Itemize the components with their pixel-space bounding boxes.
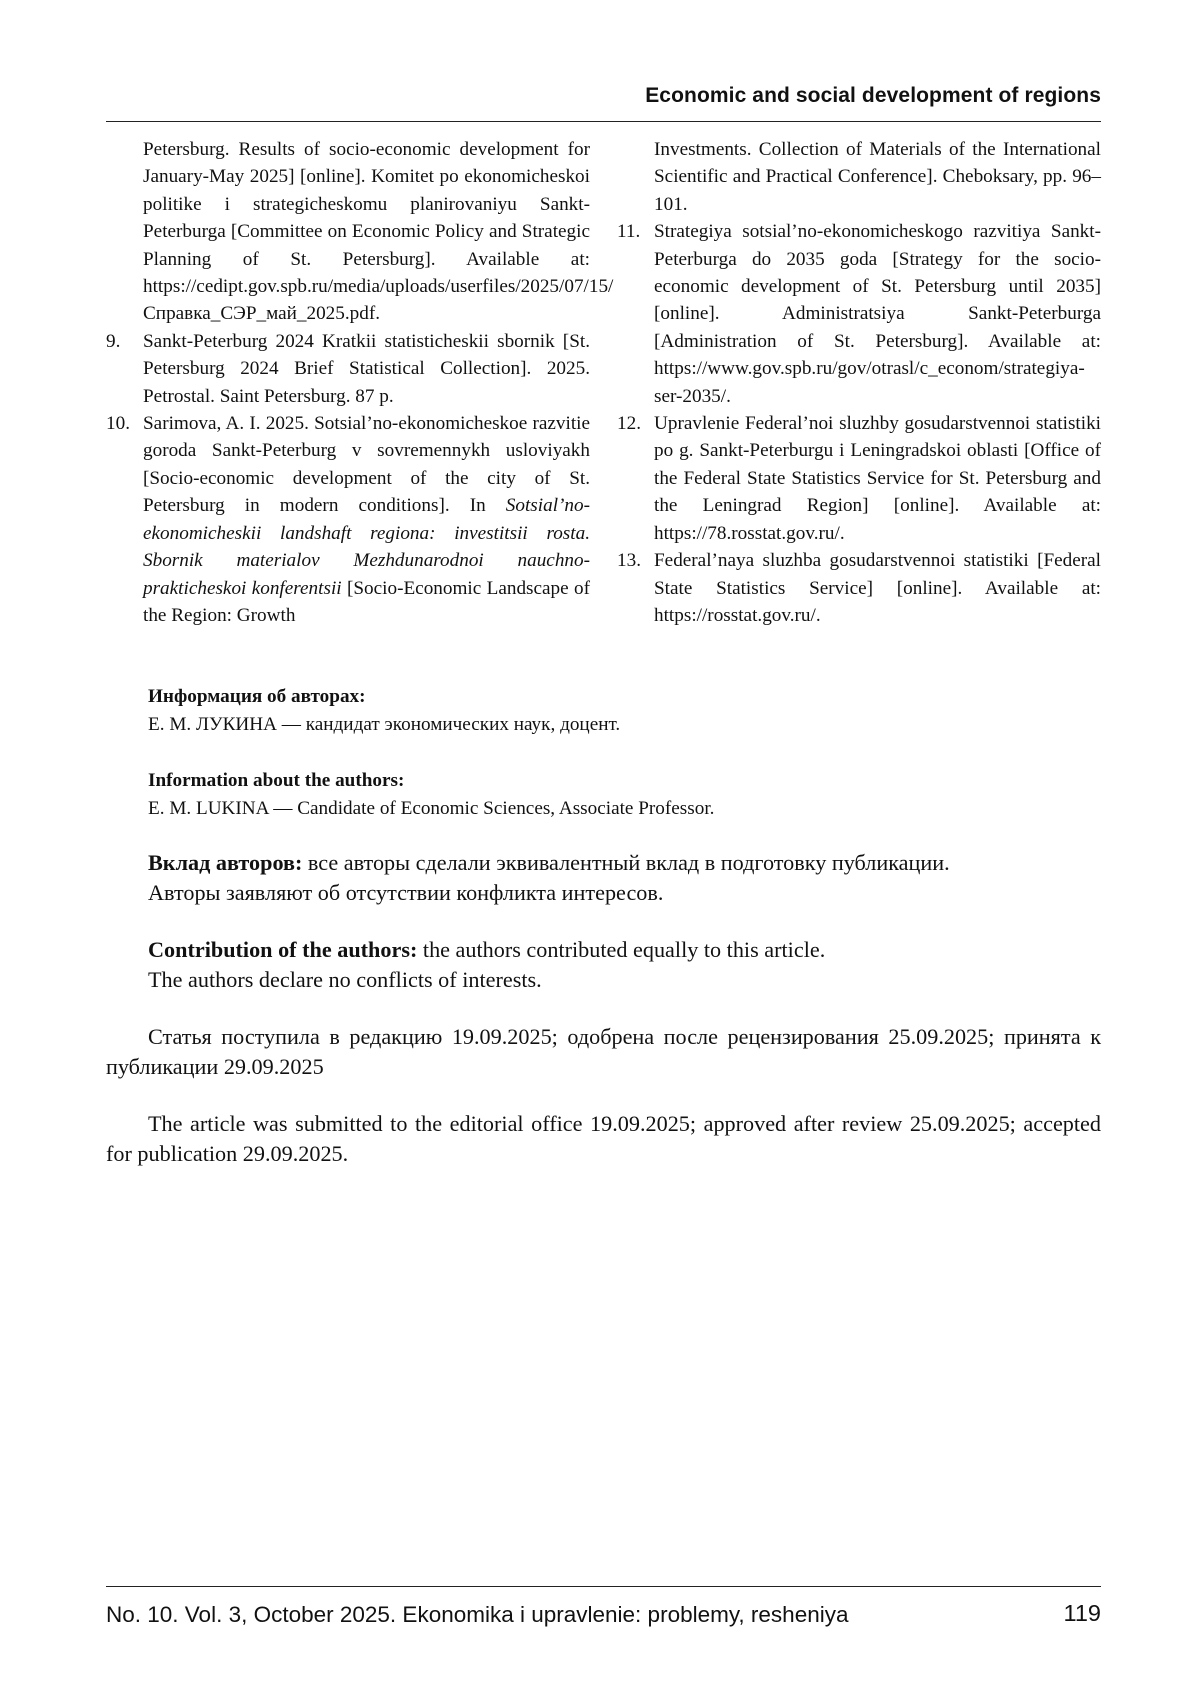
reference-italic-title: Sotsial’no-ekonomicheskii landshaft regiona: investitsii rosta. Sbornik materialov Mezhdunarodnoi nauchno-prakticheskoi konferentsii bbox=[143, 495, 590, 599]
reference-text-part: Sarimova, A. I. 2025. Sotsial’no-ekonomicheskoe razvitie goroda Sankt-Peterburg v sovremennykh usloviyakh [Socio-economic development of the city of St. Petersburg in modern conditions]. In bbox=[143, 413, 590, 517]
authors-info-ru bbox=[106, 683, 1143, 739]
reference-item bbox=[617, 218, 1101, 410]
contribution-en bbox=[106, 935, 1143, 995]
reference-continuation: Investments. Collection of Materials of the International Scientific and Practical Conference]. Cheboksary, pp. 96–101. bbox=[654, 139, 1101, 215]
authors-info-en-heading: Information about the authors: bbox=[148, 770, 405, 791]
authors-info-en-line: E. M. LUKINA — Candidate of Economic Sciences, Associate Professor. bbox=[148, 798, 715, 819]
contribution-ru-label: Вклад авторов: bbox=[148, 850, 303, 875]
footer-rule bbox=[106, 1586, 1101, 1587]
reference-number: 10. bbox=[106, 413, 130, 435]
references-right-column bbox=[617, 136, 1101, 629]
reference-item bbox=[106, 410, 590, 629]
authors-info-ru-line: Е. М. ЛУКИНА — кандидат экономических наук, доцент. bbox=[148, 714, 621, 735]
contribution-en-label: Contribution of the authors: bbox=[148, 937, 418, 962]
authors-info-en bbox=[106, 767, 1143, 823]
reference-text: Federal’naya sluzhba gosudarstvennoi statistiki [Federal State Statistics Service] [online]. Available at: https://rosstat.gov.ru/. bbox=[654, 550, 1101, 626]
footer-journal: No. 10. Vol. 3, October 2025. Ekonomika i upravlenie: problemy, resheniya bbox=[106, 1602, 849, 1627]
reference-item bbox=[617, 547, 1101, 629]
page-number: 119 bbox=[1063, 1600, 1101, 1626]
contribution-ru-text: все авторы сделали эквивалентный вклад в подготовку публикации. bbox=[302, 850, 950, 875]
header-rule bbox=[106, 121, 1101, 122]
references-left-column bbox=[106, 136, 614, 629]
contribution-ru bbox=[106, 848, 1143, 908]
submission-dates-ru: Статья поступила в редакцию 19.09.2025; одобрена после рецензирования 25.09.2025; принята к публикации 29.09.2025 bbox=[106, 1024, 1101, 1079]
reference-number: 12. bbox=[617, 413, 641, 435]
reference-number: 13. bbox=[617, 550, 641, 572]
submission-dates-en: The article was submitted to the editorial office 19.09.2025; approved after review 25.09.2025; accepted for publication 29.09.2025. bbox=[106, 1111, 1101, 1166]
reference-item bbox=[106, 328, 590, 410]
reference-number: 11. bbox=[617, 221, 641, 243]
reference-text-part: [Socio-Economic Landscape of the Region: Growth bbox=[143, 577, 590, 626]
reference-text: Sankt-Peterburg 2024 Kratkii statisticheskii sbornik [St. Petersburg 2024 Brief Statistical Collection]. 2025. Petrostal. Saint Petersburg. 87 p. bbox=[143, 330, 590, 407]
contribution-en-text: the authors contributed equally to this article. bbox=[417, 937, 826, 962]
running-header: Economic and social development of regions bbox=[645, 84, 1101, 107]
contribution-ru-conflict: Авторы заявляют об отсутствии конфликта интересов. bbox=[148, 880, 664, 905]
reference-continuation: Petersburg. Results of socio-economic development for January-May 2025] [online]. Komitet po ekonomicheskoi politike i strategicheskomu planirovaniyu Sankt-Peterburga [Committee on Economic Policy and Strategic Planning of St. Petersburg]. Available at: https://cedipt.gov.spb.ru/media/uploads/userfiles/2025/07/15/Справка_СЭР_май_2025.pdf. bbox=[143, 139, 614, 325]
reference-text: Strategiya sotsial’no-ekonomicheskogo razvitiya Sankt-Peterburga do 2035 goda [Strategy for the socio-economic development of St. Petersburg until 2035] [online]. Administratsiya Sankt-Peterburga [Administration of St. Petersburg]. Available at: https://www.gov.spb.ru/gov/otrasl/c_econom/strategiya-ser-2035/. bbox=[654, 221, 1101, 407]
reference-text bbox=[143, 410, 590, 629]
reference-number: 9. bbox=[106, 330, 121, 352]
reference-text: Upravlenie Federal’noi sluzhby gosudarstvennoi statistiki po g. Sankt-Peterburgu i Leningradskoi oblasti [Office of the Federal State Statistics Service for St. Petersburg and the Leningrad Region] [online]. Available at: https://78.rosstat.gov.ru/. bbox=[654, 413, 1101, 544]
authors-info-ru-heading: Информация об авторах: bbox=[148, 686, 366, 707]
reference-item bbox=[617, 410, 1101, 547]
contribution-en-conflict: The authors declare no conflicts of interests. bbox=[148, 967, 542, 992]
